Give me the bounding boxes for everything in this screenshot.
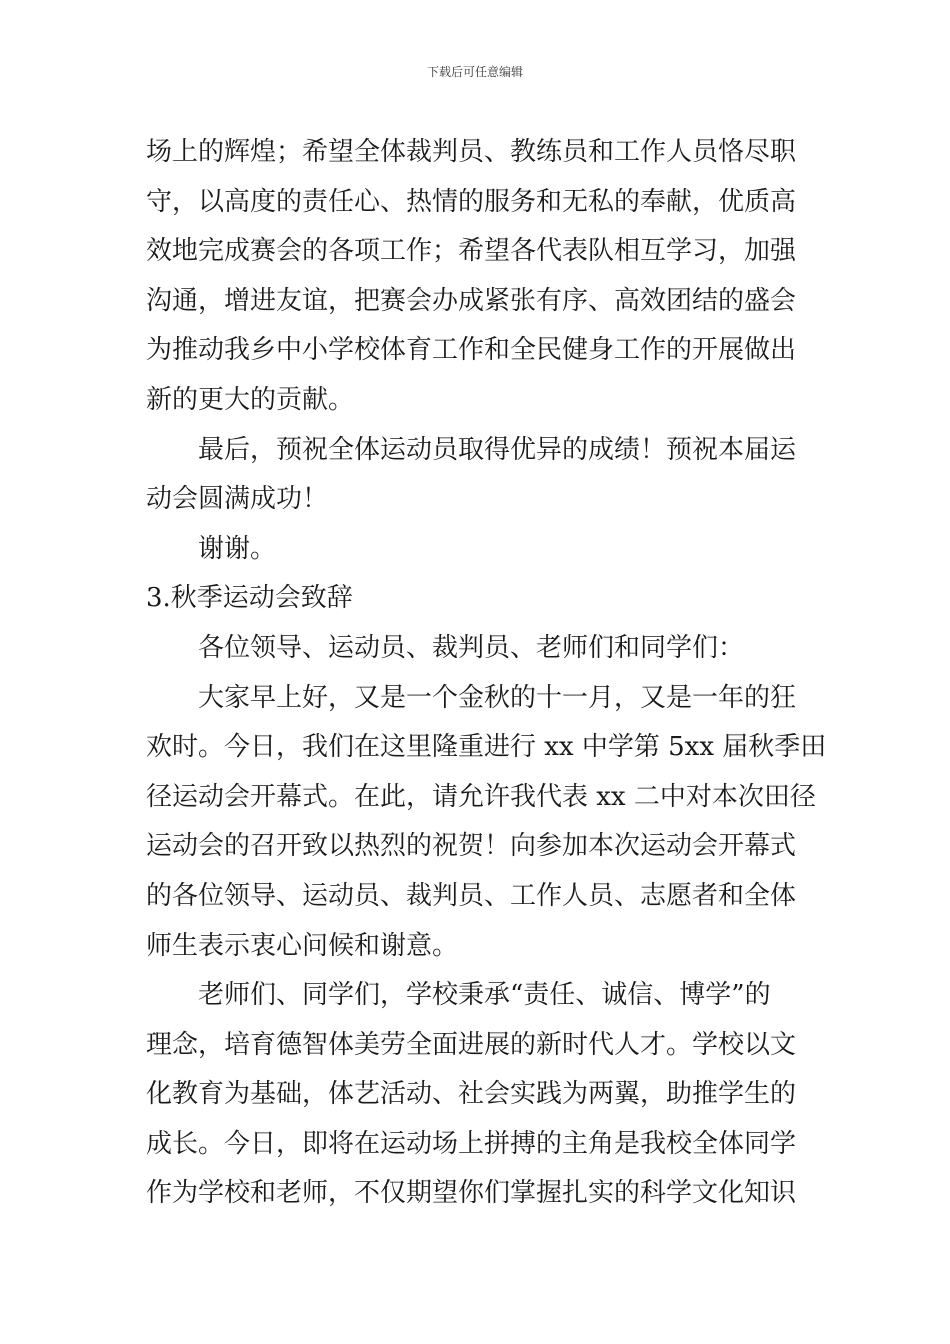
- text-line: 大家早上好，又是一个金秋的十一月，又是一年的狂: [198, 682, 797, 713]
- text-line: 运动会的召开致以热烈的祝贺！向参加本次运动会开幕式: [146, 831, 797, 862]
- text-line: 作为学校和老师，不仅期望你们掌握扎实的科学文化知识: [146, 1178, 797, 1209]
- text-line: 径运动会开幕式。在此，请允许我代表 xx 二中对本次田径: [146, 781, 816, 812]
- text-line: 守，以高度的责任心、热情的服务和无私的奉献，优质高: [146, 186, 797, 217]
- text-line: 动会圆满成功！: [146, 484, 329, 515]
- text-line: 最后，预祝全体运动员取得优异的成绩！预祝本届运: [198, 434, 797, 465]
- text-line: 老师们、同学们，学校秉承“责任、诚信、博学”的: [198, 980, 771, 1011]
- text-line: 的各位领导、运动员、裁判员、工作人员、志愿者和全体: [146, 880, 797, 911]
- salutation: 各位领导、运动员、裁判员、老师们和同学们：: [198, 632, 745, 663]
- text-line: 化教育为基础，体艺活动、社会实践为两翼，助推学生的: [146, 1079, 797, 1110]
- text-line: 沟通，增进友谊，把赛会办成紧张有序、高效团结的盛会: [146, 285, 797, 316]
- document-body: [146, 128, 827, 1219]
- text-line: 成长。今日，即将在运动场上拼搏的主角是我校全体同学: [146, 1128, 797, 1159]
- text-line: 欢时。今日，我们在这里隆重进行 xx 中学第 5xx 届秋季田: [146, 732, 827, 763]
- text-line: 为推动我乡中小学校体育工作和全民健身工作的开展做出: [146, 335, 797, 366]
- text-line: 理念，培育德智体美劳全面进展的新时代人才。学校以文: [146, 1029, 797, 1060]
- section-heading: 3.秋季运动会致辞: [146, 583, 353, 614]
- text-line: 新的更大的贡献。: [146, 384, 355, 415]
- text-line: 师生表示衷心问候和谢意。: [146, 930, 459, 961]
- text-line: 效地完成赛会的各项工作；希望各代表队相互学习，加强: [146, 236, 797, 267]
- text-line: 谢谢。: [198, 533, 277, 564]
- page-header: 下载后可任意编辑: [426, 65, 523, 79]
- text-line: 场上的辉煌；希望全体裁判员、教练员和工作人员恪尽职: [146, 137, 797, 167]
